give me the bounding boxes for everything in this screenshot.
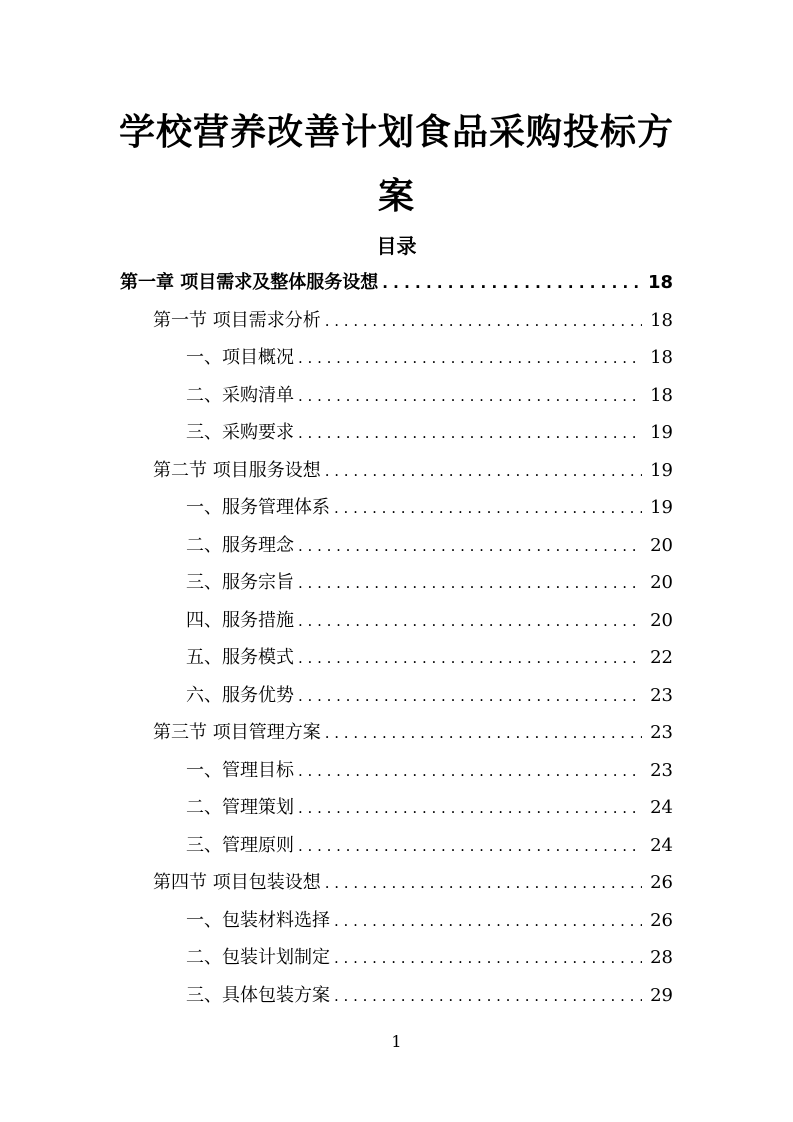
toc-entry-page-number: 23 [650, 759, 673, 781]
toc-dot-leader [334, 978, 642, 1014]
toc-entry-page-number: 20 [650, 609, 673, 631]
toc-entry-page-number: 19 [650, 497, 673, 518]
toc-entry-title: 第一节 项目需求分析 [153, 309, 321, 331]
toc-entry-item[interactable] [186, 640, 673, 676]
toc-entry-page-number: 28 [650, 947, 673, 968]
toc-entry-page-number: 23 [650, 722, 673, 743]
toc-entry-title: 第一章 项目需求及整体服务设想 [120, 272, 379, 293]
toc-dot-leader [298, 528, 642, 564]
toc-entry-title: 一、包装材料选择 [186, 909, 330, 931]
toc-entry-item[interactable] [186, 790, 673, 826]
toc-dot-leader [334, 940, 642, 976]
toc-entry-page-number: 23 [650, 684, 673, 706]
page-number: 1 [391, 1032, 402, 1051]
toc-entry-title: 三、采购要求 [186, 422, 294, 443]
toc-dot-leader [325, 865, 642, 901]
toc-dot-leader [298, 753, 642, 789]
toc-entry-item[interactable] [186, 978, 673, 1014]
toc-entry-title: 三、服务宗旨 [186, 572, 294, 593]
toc-entry-section[interactable] [153, 303, 673, 339]
document-title: 学校营养改善计划食品采购投标方 [118, 112, 674, 153]
toc-entry-page-number: 22 [650, 647, 673, 668]
toc-entry-page-number: 19 [650, 459, 673, 481]
toc-entry-title: 第二节 项目服务设想 [153, 459, 321, 481]
toc-entry-page-number: 20 [650, 572, 673, 593]
toc-dot-leader [382, 265, 640, 301]
toc-dot-leader [298, 340, 642, 376]
toc-entry-title: 二、管理策划 [186, 797, 294, 818]
toc-entry-page-number: 18 [650, 347, 673, 368]
toc-entry-page-number: 24 [650, 834, 673, 856]
toc-entry-title: 一、管理目标 [186, 759, 294, 781]
toc-entry-section[interactable] [153, 865, 673, 901]
toc-dot-leader [334, 903, 642, 939]
toc-entry-item[interactable] [186, 753, 673, 789]
toc-entry-page-number: 24 [650, 797, 673, 818]
toc-entry-title: 第四节 项目包装设想 [153, 872, 321, 893]
toc-dot-leader [325, 453, 642, 489]
document-title-continuation: 案 [377, 176, 415, 217]
toc-entry-page-number: 18 [650, 384, 673, 406]
toc-entry-title: 一、项目概况 [186, 347, 294, 368]
toc-dot-leader [298, 378, 642, 414]
toc-entry-item[interactable] [186, 565, 673, 601]
toc-entry-section[interactable] [153, 715, 673, 751]
toc-entry-page-number: 29 [650, 984, 673, 1006]
toc-entry-page-number: 20 [650, 534, 673, 556]
toc-entry-item[interactable] [186, 415, 673, 451]
toc-entry-title: 五、服务模式 [186, 647, 294, 668]
toc-entry-title: 四、服务措施 [186, 609, 294, 631]
toc-dot-leader [298, 790, 642, 826]
toc-dot-leader [325, 715, 642, 751]
toc-entry-item[interactable] [186, 603, 673, 639]
toc-entry-item[interactable] [186, 828, 673, 864]
toc-dot-leader [298, 603, 642, 639]
toc-entry-chapter[interactable] [120, 265, 673, 301]
toc-dot-leader [298, 565, 642, 601]
toc-entry-section[interactable] [153, 453, 673, 489]
toc-entry-title: 第三节 项目管理方案 [153, 722, 321, 743]
toc-entry-title: 三、具体包装方案 [186, 984, 330, 1006]
toc-entry-title: 一、服务管理体系 [186, 497, 330, 518]
toc-dot-leader [298, 640, 642, 676]
toc-dot-leader [298, 415, 642, 451]
toc-heading: 目录 [376, 234, 417, 258]
toc-entry-item[interactable] [186, 678, 673, 714]
toc-entry-item[interactable] [186, 903, 673, 939]
toc-entry-page-number: 26 [650, 909, 673, 931]
toc-entry-item[interactable] [186, 378, 673, 414]
toc-dot-leader [298, 828, 642, 864]
toc-entry-title: 二、包装计划制定 [186, 947, 330, 968]
toc-entry-title: 六、服务优势 [186, 684, 294, 706]
toc-entry-page-number: 26 [650, 872, 673, 893]
toc-entry-title: 二、服务理念 [186, 534, 294, 556]
toc-entry-item[interactable] [186, 528, 673, 564]
toc-dot-leader [325, 303, 642, 339]
toc-entry-item[interactable] [186, 490, 673, 526]
toc-entry-item[interactable] [186, 340, 673, 376]
toc-dot-leader [334, 490, 642, 526]
toc-dot-leader [298, 678, 642, 714]
toc-entry-page-number: 19 [650, 422, 673, 443]
toc-entry-title: 二、采购清单 [186, 384, 294, 406]
toc-entry-title: 三、管理原则 [186, 834, 294, 856]
toc-entry-page-number: 18 [647, 272, 673, 293]
toc-entry-item[interactable] [186, 940, 673, 976]
toc-entry-page-number: 18 [650, 309, 673, 331]
